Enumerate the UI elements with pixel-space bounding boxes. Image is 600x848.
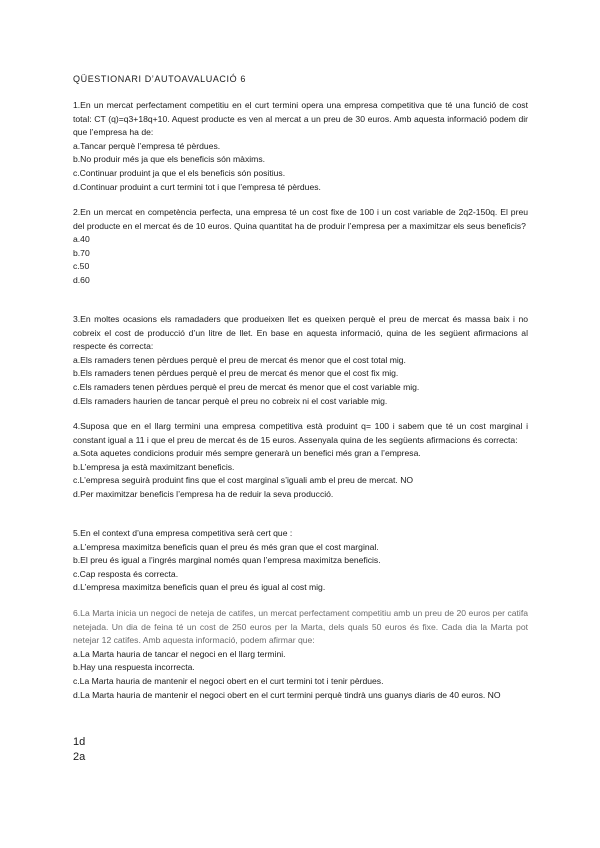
question-3-option-b: b.Els ramaders tenen pèrdues perquè el preu de mercat és menor que el cost fix mig.	[73, 368, 399, 379]
question-6-option-d: d.La Marta hauria de mantenir el negoci obert en el curt termini perquè tindrà uns guanys diaris de 40 euros. NO	[73, 689, 501, 700]
question-4-option-d: d.Per maximitzar beneficis l’empresa ha de reduir la seva producció.	[73, 488, 334, 499]
answer-list	[73, 735, 85, 765]
question-2-option-c: c.50	[73, 261, 90, 272]
question-3-option-c: c.Els ramaders tenen pèrdues perquè el preu de mercat és menor que el cost variable mig.	[73, 381, 420, 392]
question-1-option-b: b.No produir més ja que els beneficis són màxims.	[73, 154, 266, 165]
question-3-option-d: d.Els ramaders haurien de tancar perquè el preu no cobreix ni el cost variable mig.	[73, 395, 388, 406]
question-1	[73, 99, 528, 194]
questionnaire-title: QÜESTIONARI D’AUTOAVALUACIÓ 6	[73, 74, 246, 84]
question-5-text: 5.En el context d’una empresa competitiva serà cert que :	[73, 528, 293, 538]
question-1-text: 1.En un mercat perfectament competitiu en el curt termini opera una empresa competitiva que té una funció de cost total: CT (q)=q3+18q+10. Aquest producte es ven al mercat a un preu de 30 euros. Amb aquesta informació podem dir que l’empresa ha de:	[73, 100, 528, 138]
question-3	[73, 313, 528, 408]
question-5	[73, 527, 528, 595]
question-5-option-a: a.L’empresa maximitza beneficis quan el preu és més gran que el cost marginal.	[73, 541, 379, 552]
question-2-option-d: d.60	[73, 274, 90, 285]
question-2-text: 2.En un mercat en competència perfecta, una empresa té un cost fixe de 100 i un cost variable de 2q2-150q. El preu del producte en el mercat és de 10 euros. Quina quantitat ha de produir l’empresa per a maximitzar els seus beneficis?	[73, 207, 528, 231]
question-3-option-a: a.Els ramaders tenen pèrdues perquè el preu de mercat és menor que el cost total mig.	[73, 354, 406, 365]
question-1-option-a: a.Tancar perquè l’empresa té pèrdues.	[73, 140, 221, 151]
question-4-option-a: a.Sota aquetes condicions produir més sempre generarà un benefici més gran a l’empresa.	[73, 448, 421, 459]
question-6	[73, 607, 528, 702]
question-5-option-d: d.L’empresa maximitza beneficis quan el preu és igual al cost mig.	[73, 582, 326, 593]
question-1-option-d: d.Continuar produint a curt termini tot i que l’empresa té pèrdues.	[73, 181, 321, 192]
question-3-text: 3.En moltes ocasions els ramadaders que produeixen llet es queixen perquè el preu de mercat és massa baix i no cobreix el cost de producció d’un litre de llet. En base en aquesta informació, quina de les següent afirmacions al respecte és correcta:	[73, 314, 528, 352]
question-6-text: 6.La Marta inicia un negoci de neteja de catifes, un mercat perfectament competitiu amb un preu de 20 euros per catifa netejada. Un dia de feina té un cost de 250 euros per la Marta, dels quals 50 euros és fixe. Cada dia la Marta pot netejar 12 catifes. Amb aquesta informació, podem afirmar que:	[73, 608, 528, 646]
question-2	[73, 206, 528, 288]
question-1-option-c: c.Continuar produint ja que el els beneficis són positius.	[73, 167, 286, 178]
question-4-option-c: c.L’empresa seguirà produint fins que el cost marginal s’iguali amb el preu de mercat. NO	[73, 475, 414, 486]
question-6-option-b: b.Hay una respuesta incorrecta.	[73, 662, 195, 673]
question-4-option-b: b.L’empresa ja està maximitzant beneficis.	[73, 461, 235, 472]
question-2-option-a: a.40	[73, 234, 90, 245]
question-6-option-a: a.La Marta hauria de tancar el negoci en el llarg termini.	[73, 648, 286, 659]
answer-2: 2a	[73, 751, 86, 763]
question-2-option-b: b.70	[73, 247, 90, 258]
question-4	[73, 420, 528, 502]
answer-1: 1d	[73, 736, 86, 748]
question-5-option-b: b.El preu és igual a l’ingrés marginal només quan l’empresa maximitza beneficis.	[73, 555, 381, 566]
question-6-option-c: c.La Marta hauria de mantenir el negoci obert en el curt termini tot i tenir pèrdues.	[73, 675, 384, 686]
question-5-option-c: c.Cap resposta és correcta.	[73, 568, 179, 579]
question-4-text: 4.Suposa que en el llarg termini una empresa competitiva està produint q= 100 i sabem que té un cost marginal i constant igual a 11 i que el preu de mercat és de 15 euros. Assenyala quina de les següents afirmacions és correcta:	[73, 421, 528, 445]
